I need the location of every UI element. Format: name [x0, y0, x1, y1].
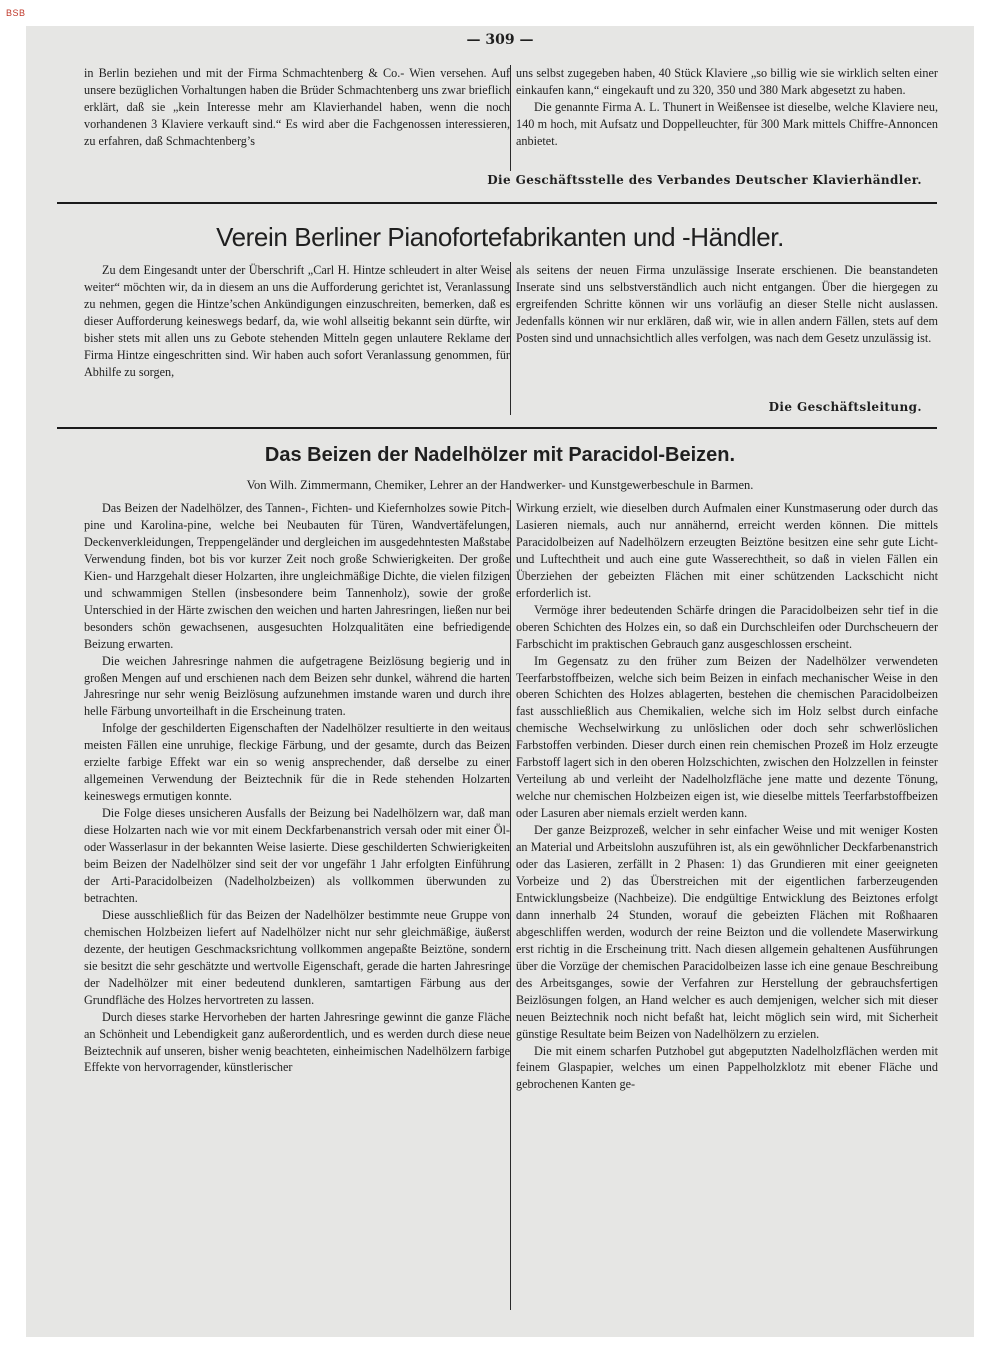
section1-right-column — [516, 65, 938, 150]
section3-right-paragraph: Die mit einem scharfen Putzhobel gut abgeputzten Nadelholzflächen werden mit feinem Glaspapier, welches um einen Pappelholzklotz mit ebener Fläche und gebrochenen Kanten ge- — [516, 1043, 938, 1092]
column-divider — [510, 262, 511, 415]
section2-right-column — [516, 262, 938, 347]
section2-signature: Die Geschäftsleitung. — [768, 400, 922, 414]
section3-byline: Von Wilh. Zimmermann, Chemiker, Lehrer an der Handwerker- und Kunstgewerbeschule in Barmen. — [246, 478, 754, 492]
section1-signature: Die Geschäftsstelle des Verbandes Deutscher Klavierhändler. — [487, 173, 922, 187]
section3-heading: Das Beizen der Nadelhölzer mit Paracidol-Beizen. — [264, 444, 736, 466]
section3-right-paragraph: Wirkung erzielt, wie dieselben durch Aufmalen einer Kunstmaserung oder durch das Lasieren niemals, auch nur annähernd, erreicht werden können. Die mittels Paracidolbeizen auf Nadelhölzern erzeugten Beiztöne besitzen eine sehr gute Licht- und Luftechtheit und auch eine gute Wasserechtheit, so daß in vielen Fällen ein Überziehen der gebeizten Flächen mit einer schützenden Lackschicht nicht erforderlich ist. — [516, 501, 938, 600]
column-divider — [510, 65, 511, 171]
section3-left-paragraph: Die weichen Jahresringe nahmen die aufgetragene Beizlösung begierig und in großen Mengen auf und erschienen nach dem Beizen sehr dunkel, während die harten Jahresringe nur sehr wenig Beizlösung aufzunehmen imstande waren und durch ihre helle Färbung unvorteilhaft in die Erscheinung traten. — [84, 653, 510, 719]
section-rule — [57, 202, 937, 204]
section1-left-column — [84, 65, 510, 150]
section2-heading: Verein Berliner Pianofortefabrikanten und -Händler. — [216, 222, 784, 252]
section3-left-column — [84, 500, 510, 1076]
section3-right-paragraph: Vermöge ihrer bedeutenden Schärfe dringen die Paracidolbeizen sehr tief in die oberen Schichten des Holzes ein, so daß ein Durchschleifen oder Durchscheuern der Farbschicht im praktischen Gebrauch ganz ausgeschlossen erscheint. — [516, 602, 938, 651]
section3-right-paragraph: Im Gegensatz zu den früher zum Beizen der Nadelhölzer verwendeten Teerfarbstoffbeizen, welche sich beim Beizen in einfach mechanischer Weise in den oberen Schichten des Holzes ablagerten, bestehen die chemischen Paracidolbeizen fast ausschließlich aus Chemikalien, welche sich im Holz selbst durch einfache chemische Wechselwirkung zu unlöslichen oder doch sehr schwerlöslichen Farbstoffen verbinden. Dieser durch einen rein chemischen Prozeß im Holz erzeugte Farbstoff lagert sich in den oberen Holzschichten, zwischen den Holzzellen in feinster Verteilung ab und verleiht der Nadelholzfläche jene matte und dezente Tönung, welche nur chemischen Holzbeizen eigen ist, wie dieselbe mittels Teerfarbstoffbeizen oder Lasuren aber niemals erzielt werden kann. — [516, 653, 938, 821]
page-number: — 309 — — [466, 32, 534, 48]
section3-left-paragraph: Diese ausschließlich für das Beizen der Nadelhölzer bestimmte neue Gruppe von chemischen Holzbeizen liefert auf Nadelhölzer nicht nur sehr gleichmäßige, äußerst dezente, der heutigen Geschmacksrichtung vollkommen angepaßte Beiztöne, sondern sie besitzt die sehr geschätzte und wertvolle Eigenschaft, gerade die harten Jahresringe der Nadelhölzer mit einer bedeutend dunkleren, samtartigen Färbung aus der Grundfläche des Holzes hervortreten zu lassen. — [84, 907, 510, 1007]
section3-left-paragraph: Das Beizen der Nadelhölzer, des Tannen-, Fichten- und Kiefernholzes sowie Pitch-pine und Karolina-pine, welche bei Neubauten für Türen, Wandvertäfelungen, Deckenverkleidungen, Treppengeländer und dergleichen im ausgedehntesten Maßstabe Verwendung finden, bot bis vor kurzer Zeit noch große Schwierigkeiten. Der große Kien- und Harzgehalt dieser Holzarten, ihre ungleichmäßige Dichte, die vielen filzigen und schwammigen Stellen (insbesondere beim Tannenholz), sowie der große Unterschied in der Härte zwischen den weichen und harten Jahresringen, ließen nur bei besonders schön gewachsenen, ausgesuchten Holzqualitäten eine befriedigende Beizung erwarten. — [84, 501, 510, 651]
section1-left-paragraph: in Berlin beziehen und mit der Firma Schmachtenberg & Co.- Wien versehen. Auf unsere bezüglichen Vorhaltungen haben die Brüder Schmachtenberg uns zwar brieflich erklärt, daß sie „kein Interesse mehr am Klavierhandel haben, wenn die noch vorhandenen 3 Klaviere verkauft sind.“ Es wird aber die Fachgenossen interessieren, zu erfahren, daß Schmachtenberg’s — [84, 66, 510, 148]
section3-right-paragraph: Der ganze Beizprozeß, welcher in sehr einfacher Weise und mit weniger Kosten an Material und Arbeitslohn auszuführen ist, als ein gewöhnlicher Deckfarbenanstrich oder das Lasieren, zerfällt in 2 Phasen: 1) das Grundieren mit einer geeigneten Vorbeize und 2) das Überstreichen mit der eigentlichen farberzeugenden Entwicklungsbeize (Nachbeize). Die endgültige Entwicklung des Beiztones erfolgt dann innerhalb 24 Stunden, worauf die gebeizten Flächen mit Roßhaaren abgeschliffen werden, wodurch der reine Beizton und die vollendete Maserwirkung erst richtig in die Erscheinung tritt. Nach diesen allgemein gehaltenen Ausführungen über die Vorzüge der chemischen Paracidolbeizen lasse ich eine genaue Beschreibung des Arbeitsganges, sowie der Verfahren zur Herstellung der gebrauchsfertigen Beizlösungen folgen, an Hand welcher es auch demjenigen, welcher sich mit dieser neuen Beiztechnik noch nicht befaßt hat, leicht möglich sein wird, mit Sicherheit günstige Resultate beim Beizen von Nadelhölzern zu erzielen. — [516, 823, 938, 1041]
section2-right-paragraph: als seitens der neuen Firma unzulässige Inserate erschienen. Die beanstandeten Inserate sind uns selbstverständlich auch nicht entgangen. Über die hiergegen zu ergreifenden Schritte können wir uns vorläufig an dieser Stelle nicht auslassen. Jedenfalls können wir nur erklären, daß wir, wie in allen andern Fällen, stets auf dem Posten sind und unnachsichtlich alles verfolgen, was nach dem Gesetz unzulässig ist. — [516, 263, 938, 345]
scanned-page — [26, 26, 974, 1337]
section2-left-paragraph: Zu dem Eingesandt unter der Überschrift „Carl H. Hintze schleudert in alter Weise weiter“ möchten wir, da in diesem an uns die Aufforderung gerichtet ist, Veranlassung zu nehmen, gegen die Hintze’schen Ankündigungen einzuschreiten, bemerken, daß es dieser Aufforderung keineswegs bedarf, da, wie wohl allseitig bekannt sein dürfte, wir bisher stets mit allen uns zu Gebote stehenden Mitteln gegen unlautere Reklame der Firma Hintze eingeschritten sind. Wir haben auch sofort Veranlassung genommen, für Abhilfe zu sorgen, — [84, 263, 510, 379]
section1-right-paragraph: Die genannte Firma A. L. Thunert in Weißensee ist dieselbe, welche Klaviere neu, 140 m hoch, mit Aufsatz und Doppelleuchter, für 300 Mark mittels Chiffre-Annoncen anbietet. — [516, 99, 938, 148]
section3-left-paragraph: Durch dieses starke Hervorheben der harten Jahresringe gewinnt die ganze Fläche an Schönheit und Lebendigkeit ganz außerordentlich, und es werden durch diese neue Beiztechnik auf unseren, bisher wenig beachteten, einheimischen Nadelhölzern farbige Effekte von hervorragender, künstlerischer — [84, 1009, 510, 1075]
section3-left-paragraph: Die Folge dieses unsicheren Ausfalls der Beizung bei Nadelhölzern war, daß man diese Holzarten nach wie vor mit einem Deckfarbenanstrich versah oder mit einer Öl- oder Wasserlasur in der bekannten Weise lasierte. Diese geschilderten Schwierigkeiten beim Beizen der Nadelhölzer sind seit der vor ungefähr 1 Jahr erfolgten Einführung der Arti-Paracidolbeizen (Nadelholzbeizen) als vollkommen überwunden zu betrachten. — [84, 806, 510, 905]
section3-right-column — [516, 500, 938, 1093]
section1-right-paragraph: uns selbst zugegeben haben, 40 Stück Klaviere „so billig wie sie wirklich selten einer einkaufen kann,“ eingekauft und zu 320, 350 und 380 Mark abgesetzt zu haben. — [516, 66, 938, 97]
library-mark: BSB — [6, 8, 26, 18]
column-divider — [510, 500, 511, 1310]
section2-left-column — [84, 262, 510, 381]
section3-left-paragraph: Infolge der geschilderten Eigenschaften der Nadelhölzer resultierte in den weitaus meisten Fällen eine unruhige, fleckige Färbung, und der gesamte, durch das Beizen erzielte farbige Effekt war ein so wenig ansprechender, daß derselbe zu einer allgemeinen Verwendung der Beiztechnik für die in Rede stehenden Holzarten keineswegs ermutigen konnte. — [84, 721, 510, 804]
section-rule — [57, 427, 937, 429]
